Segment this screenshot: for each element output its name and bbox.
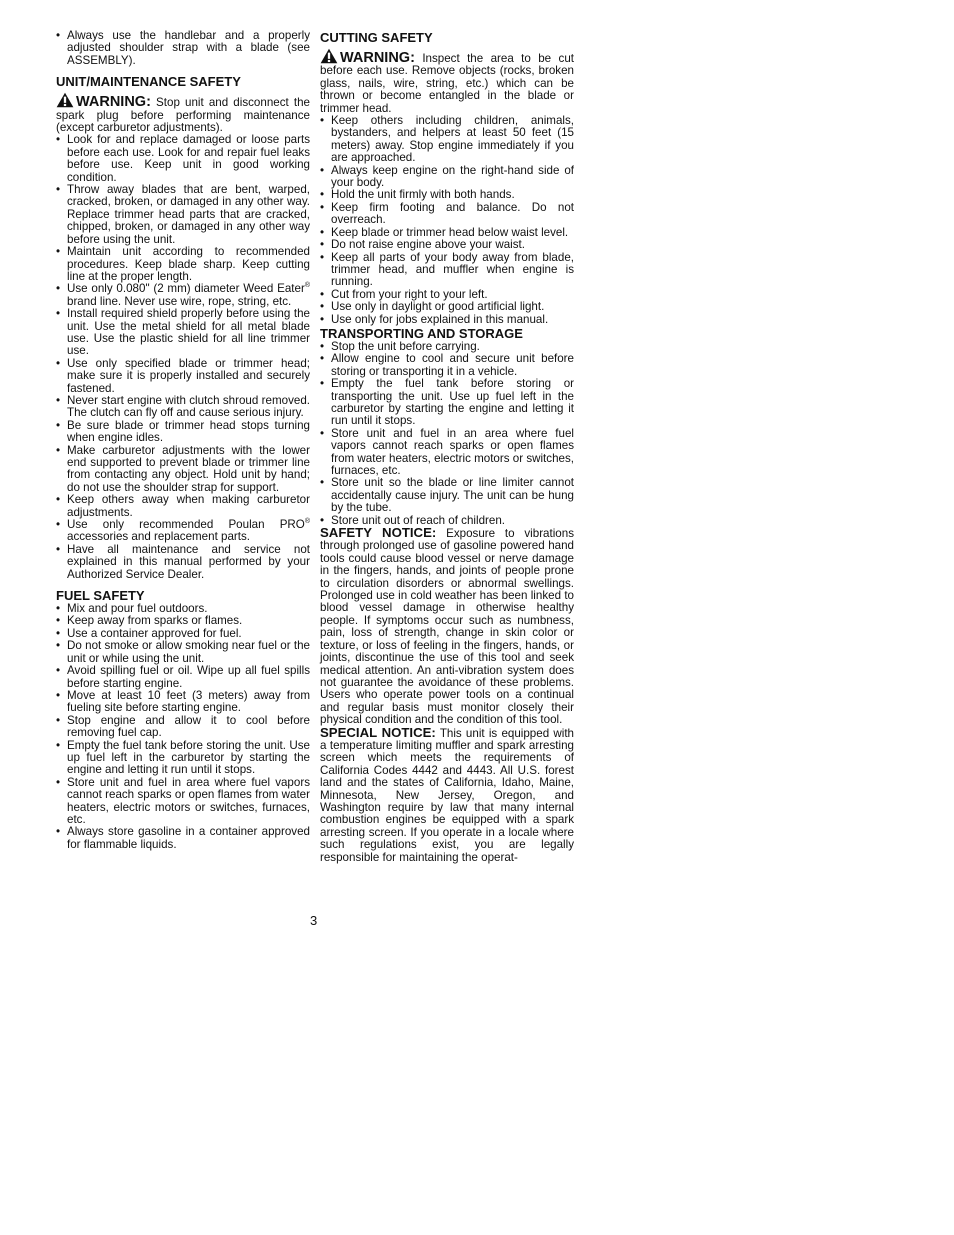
list-item: • Store unit so the blade or line limiter cannot accidentally cause injury. The unit can be hung by the tube. xyxy=(320,477,574,514)
special-notice xyxy=(320,724,574,864)
list-item: • Keep blade or trimmer head below waist level. xyxy=(320,227,574,239)
list-item: • Use only recommended Poulan PRO® accessories and replacement parts. xyxy=(56,519,310,544)
list-item: • Have all maintenance and service not explained in this manual performed by your Authorized Service Dealer. xyxy=(56,544,310,581)
safety-notice xyxy=(320,527,574,727)
list-item: • Be sure blade or trimmer head stops turning when engine idles. xyxy=(56,420,310,445)
list-item: • Use only specified blade or trimmer head; make sure it is properly installed and securely fastened. xyxy=(56,358,310,395)
list-item: • Move at least 10 feet (3 meters) away from fueling site before starting engine. xyxy=(56,690,310,715)
list-item: • Keep others away when making carburetor adjustments. xyxy=(56,494,310,519)
unit-warning-label: WARNING: xyxy=(76,94,151,111)
safety-notice-text: Exposure to vibrations through prolonged use of gasoline powered hand tools could cause blood vessel or nerve damage in the fingers, hands, and joints of people prone to circulation disorders or abnormal swellings. Prolonged use in cold weather has been linked to blood vessel damage in otherwise healthy people. If symptoms occur such as numbness, pain, loss of strength, change in skin color or texture, or loss of feeling in the fingers, hands, or joints, discontinue the use of this tool and seek medical attention. An anti-vibration system does not guarantee the avoidance of these problems. Users who operate power tools on a continual and regular basis must monitor closely their physical condition and the condition of this tool. xyxy=(320,527,574,727)
cutting-list xyxy=(320,115,574,326)
list-item: • Store unit and fuel in area where fuel vapors cannot reach sparks or open flames from water heaters, electric motors or switches, furnaces, etc. xyxy=(56,777,310,827)
list-item: • Hold the unit firmly with both hands. xyxy=(320,189,574,201)
list-item: • Stop the unit before carrying. xyxy=(320,341,574,353)
list-item: • Always use the handlebar and a properly adjusted shoulder strap with a blade (see ASSEMBLY). xyxy=(56,30,310,67)
unit-maintenance-heading: UNIT/MAINTENANCE SAFETY xyxy=(56,74,241,90)
left-column xyxy=(56,30,310,851)
list-item: • Keep firm footing and balance. Do not overreach. xyxy=(320,202,574,227)
list-item: • Do not smoke or allow smoking near fuel or the unit or while using the unit. xyxy=(56,640,310,665)
special-notice-text: This unit is equipped with a temperature limiting muffler and spark arresting screen which meets the requirements of California Codes 4442 and 4443. All U.S. forest land and the states of California, Idaho, Maine, Minnesota, New Jersey, Oregon, and Washington require by law that many internal combustion engines be equipped with a spark arresting screen. If you operate in a locale where such regulations exist, you are legally responsible for maintaining the operat- xyxy=(320,726,574,864)
right-column xyxy=(320,30,574,864)
list-item: • Use only in daylight or good artificial light. xyxy=(320,301,574,313)
list-item: • Never start engine with clutch shroud removed. The clutch can fly off and cause serious injury. xyxy=(56,395,310,420)
transport-list xyxy=(320,341,574,527)
list-item: • Avoid spilling fuel or oil. Wipe up all fuel spills before starting engine. xyxy=(56,665,310,690)
special-notice-label: SPECIAL NOTICE: xyxy=(320,724,436,740)
list-item: • Use only for jobs explained in this manual. xyxy=(320,314,574,326)
list-item: • Install required shield properly before using the unit. Use the metal shield for all metal blade use. Use the plastic shield for all line trimmer use. xyxy=(56,308,310,358)
list-item: • Maintain unit according to recommended procedures. Keep blade sharp. Keep cutting line at the proper length. xyxy=(56,246,310,283)
cutting-warning-text: Inspect the area to be cut before each use. Remove objects (rocks, broken glass, nails, wire, string, etc.) which can be thrown or become entangled in the blade or trimmer head. xyxy=(320,52,574,115)
list-item: • Look for and replace damaged or loose parts before each use. Look for and repair fuel leaks before use. Keep unit in good working condition. xyxy=(56,134,310,184)
transporting-storage-heading: TRANSPORTING AND STORAGE xyxy=(320,325,523,341)
warning-triangle-icon xyxy=(320,48,338,64)
warning-triangle-icon xyxy=(56,92,74,108)
safety-notice-label: SAFETY NOTICE: xyxy=(320,525,437,541)
list-item: • Use only 0.080" (2 mm) diameter Weed Eater® brand line. Never use wire, rope, string, etc. xyxy=(56,283,310,308)
list-item: • Use a container approved for fuel. xyxy=(56,628,310,640)
list-item: • Cut from your right to your left. xyxy=(320,289,574,301)
list-item: • Make carburetor adjustments with the lower end supported to prevent blade or trimmer line from contacting any object. Hold unit by hand; do not use the shoulder strap for support. xyxy=(56,445,310,495)
list-item: • Mix and pour fuel outdoors. xyxy=(56,603,310,615)
list-item: • Keep others including children, animals, bystanders, and helpers at least 50 feet (15 meters) away. Stop engine immediately if you are approached. xyxy=(320,115,574,165)
unit-warning-text: Stop unit and disconnect the spark plug before performing maintenance (except carburetor adjustments). xyxy=(56,96,310,135)
intro-list xyxy=(56,30,310,67)
list-item: • Throw away blades that are bent, warped, cracked, broken, or damaged in any other way. Replace trimmer head parts that are cracked, chipped, broken, or damaged in any other way before using the unit. xyxy=(56,184,310,246)
fuel-safety-heading: FUEL SAFETY xyxy=(56,588,145,604)
list-item: • Allow engine to cool and secure unit before storing or transporting it in a vehicle. xyxy=(320,353,574,378)
list-item: • Empty the fuel tank before storing the unit. Use up fuel left in the carburetor by starting the engine and letting it run until it stops. xyxy=(56,740,310,777)
list-item: • Always keep engine on the right-hand side of your body. xyxy=(320,165,574,190)
list-item: • Store unit and fuel in an area where fuel vapors cannot reach sparks or open flames from water heaters, electric motors or switches, furnaces, etc. xyxy=(320,428,574,478)
list-item: • Stop engine and allow it to cool before removing fuel cap. xyxy=(56,715,310,740)
unit-list xyxy=(56,134,310,581)
list-item: • Store unit out of reach of children. xyxy=(320,515,574,527)
list-item: • Do not raise engine above your waist. xyxy=(320,239,574,251)
fuel-list xyxy=(56,603,310,851)
cutting-safety-heading: CUTTING SAFETY xyxy=(320,30,433,45)
cutting-warning xyxy=(320,48,574,115)
page-number: 3 xyxy=(310,913,318,928)
list-item: • Keep away from sparks or flames. xyxy=(56,615,310,627)
list-item: • Keep all parts of your body away from blade, trimmer head, and muffler when engine is running. xyxy=(320,252,574,289)
unit-warning xyxy=(56,92,310,134)
list-item: • Empty the fuel tank before storing or transporting the unit. Use up fuel left in the carburetor by starting the engine and letting it run until it stops. xyxy=(320,378,574,428)
list-item: • Always store gasoline in a container approved for flammable liquids. xyxy=(56,826,310,851)
cutting-warning-label: WARNING: xyxy=(340,50,415,66)
